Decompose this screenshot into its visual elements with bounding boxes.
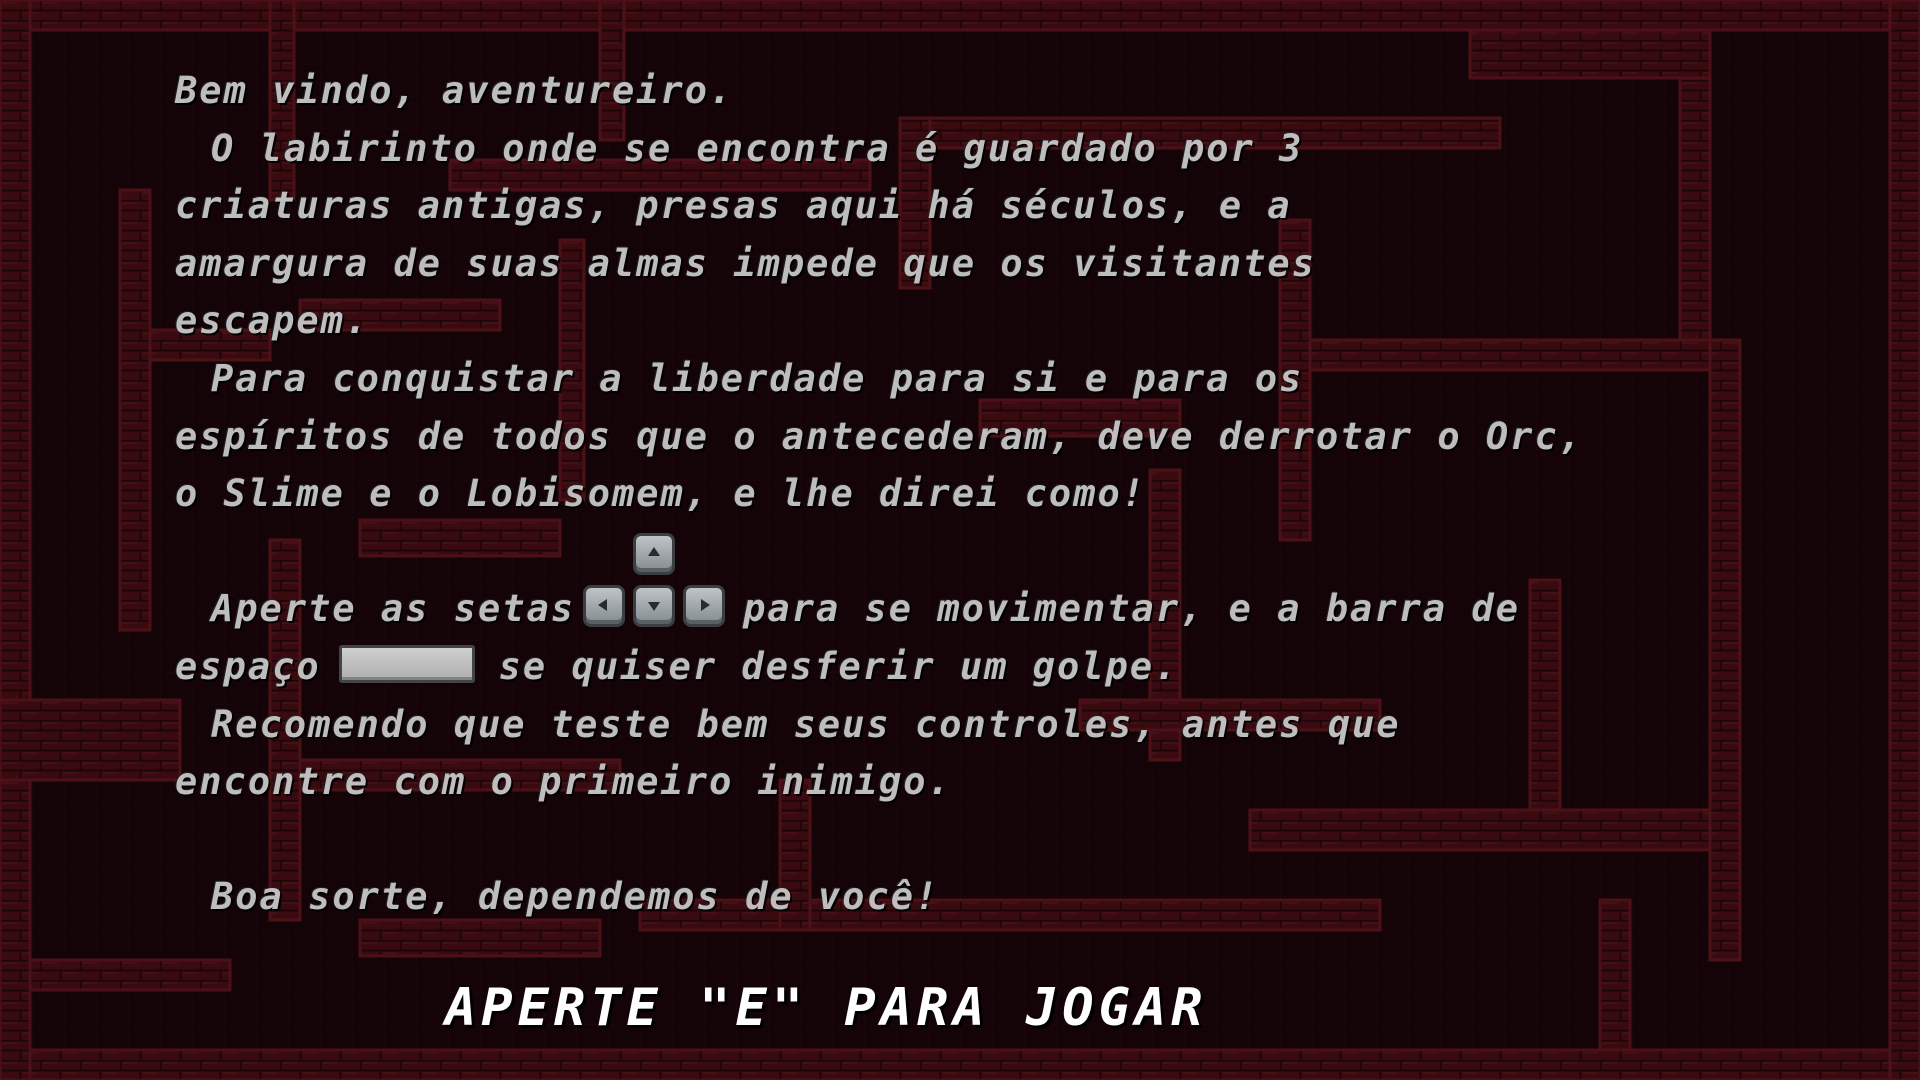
intro-message [175,62,1835,926]
arrow-up-icon [633,533,675,575]
blank-line [175,523,1835,581]
intro-line [175,350,1835,408]
arrow-right-icon [683,585,725,627]
intro-line [175,120,1835,178]
farewell-line [175,868,1835,926]
arrow-down-icon [633,585,675,627]
intro-line: escapem. [175,299,370,343]
intro-line: amargura de suas almas impede que os visitantes [175,241,1316,285]
intro-line-text: O labirinto onde se encontra é guardado por 3 [211,126,1304,170]
press-e-to-play-prompt[interactable]: APERTE "E" PARA JOGAR [445,978,1208,1038]
controls-line [175,638,1835,696]
arrow-left-icon [583,585,625,627]
controls-text-b: para se movimentar, e a barra de [743,587,1520,631]
arrow-keys-cluster [583,583,729,627]
intro-line-text: Recomendo que teste bem seus controles, antes que [211,702,1401,746]
blank-line [175,811,1835,869]
spacebar-icon [339,645,475,683]
controls-line [175,580,1835,638]
farewell-text: Boa sorte, dependemos de você! [211,875,940,919]
intro-line: encontre com o primeiro inimigo. [175,760,952,804]
intro-line: o Slime e o Lobisomem, e lhe direi como! [175,472,1147,516]
controls-text-d: se quiser desferir um golpe. [498,644,1179,688]
intro-line: criaturas antigas, presas aqui há séculos, e a [175,184,1292,228]
intro-line [175,696,1835,754]
intro-line: espíritos de todos que o antecederam, deve derrotar o Orc, [175,414,1584,458]
intro-line-text: Para conquistar a liberdade para si e para os [211,356,1304,400]
controls-text-c: espaço [175,644,321,688]
controls-text-a: Aperte as setas [211,587,576,631]
intro-line: Bem vindo, aventureiro. [175,69,734,112]
